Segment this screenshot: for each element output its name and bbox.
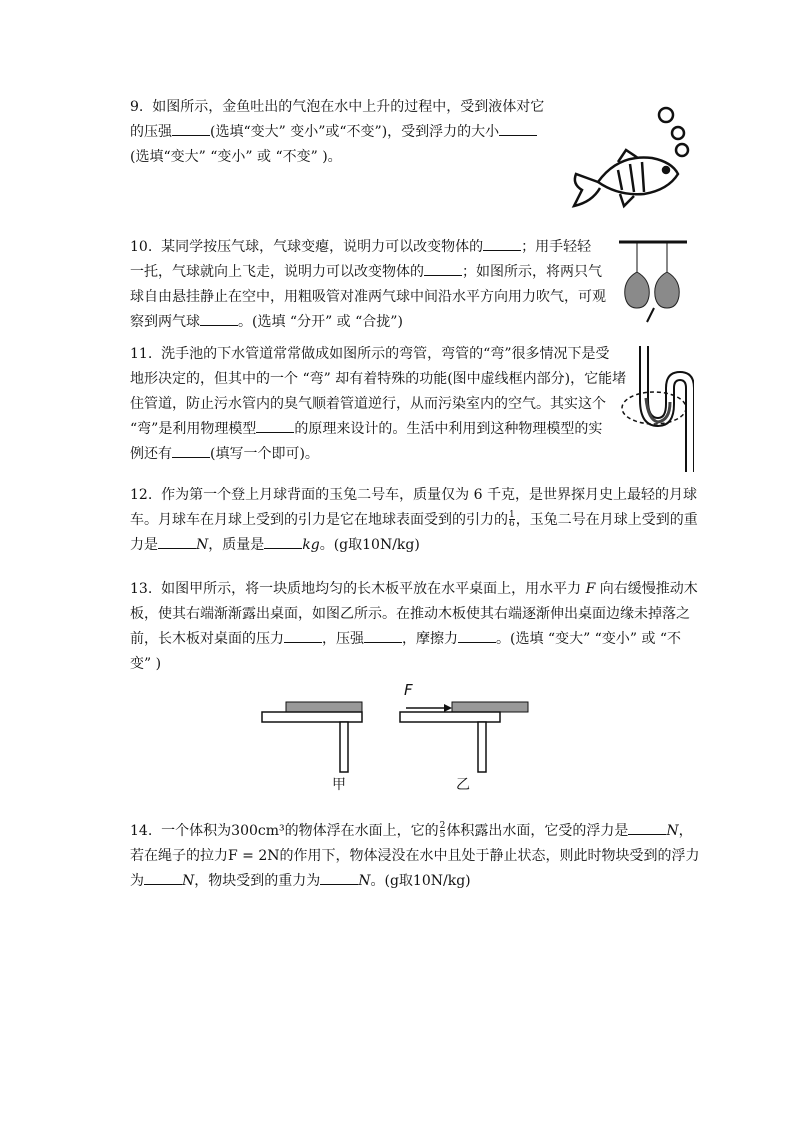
board-yi xyxy=(452,702,528,712)
balloon-right xyxy=(655,272,680,308)
table-top-jia xyxy=(262,712,362,722)
balloon-left xyxy=(625,272,650,308)
question-14: 14. 一个体积为300cm³的物体浮在水面上，它的 $\frac{2}{5}$体积露出水面，它受的浮力是 N， 若在绳子的拉力F = 2N的作用下，物体浸没在水中且处于静止状态，则此时物块受到的浮力 为 N，物块受到的重力为 N。(g取10N/kg) xyxy=(130,821,700,889)
straw xyxy=(647,308,654,322)
answer-blank[interactable] xyxy=(499,121,537,136)
table-leg-jia xyxy=(340,722,348,772)
answer-blank[interactable] xyxy=(172,443,210,458)
fish-icon xyxy=(574,150,678,206)
question-11: 11. 洗手池的下水管道常常做成如图所示的弯管，弯管的“弯”很多情况下是受 地形决定的，但其中的一个 “弯” 却有着特殊的功能(图中虚线框内部分)，它能堵 住管道，防止污水管内的臭气顺着管道逆行，从而污染室内的空气。其实这个 “弯”是利用物理模型 的原理来设计的。生活中利用到这种物理模型的实 例还有 (填写一个即可)。 xyxy=(130,346,627,462)
q9-line1: 9. 如图所示，金鱼吐出的气泡在水中上升的过程中，受到液体对它 xyxy=(130,99,545,115)
table-leg-yi xyxy=(478,722,486,772)
question-12: 12. 作为第一个登上月球背面的玉兔二号车，质量仅为 6 千克，是世界探月史上最轻的月球 车。月球车在月球上受到的引力是它在地球表面受到的引力的 $\frac{1}{6}$，玉兔二号在月球上受到的重 力是 N，质量是 kg。(g取10N/kg) xyxy=(130,487,698,553)
figure-label-yi: 乙 xyxy=(456,777,470,793)
bubble xyxy=(659,108,673,122)
board-jia xyxy=(286,702,362,712)
force-label: F xyxy=(404,681,413,699)
table-top-yi xyxy=(400,712,500,722)
answer-blank[interactable] xyxy=(284,628,322,643)
bubble xyxy=(672,127,684,139)
answer-blank[interactable] xyxy=(256,418,294,433)
answer-blank[interactable] xyxy=(320,870,358,885)
answer-blank[interactable] xyxy=(458,628,496,643)
answer-blank[interactable] xyxy=(364,628,402,643)
balloons-figure xyxy=(617,238,689,324)
fraction: $\frac{2}{5}$ xyxy=(439,821,446,840)
answer-blank[interactable] xyxy=(200,311,238,326)
answer-blank[interactable] xyxy=(172,121,210,136)
answer-blank[interactable] xyxy=(158,534,196,549)
bubble xyxy=(676,144,688,156)
answer-blank[interactable] xyxy=(424,261,462,276)
answer-blank[interactable] xyxy=(264,534,302,549)
question-13: 13. 如图甲所示，将一块质地均匀的长木板平放在水平桌面上，用水平力 F 向右缓慢推动木 板，使其右端渐渐露出桌面，如图乙所示。在推动木板使其右端逐渐伸出桌面边缘未掉落之 前，长木板对桌面的压力 ，压强 ，摩擦力 。(选填 “变大” “变小” 或 “不 变” ) xyxy=(130,581,698,672)
answer-blank[interactable] xyxy=(144,870,182,885)
question-9: 9. 如图所示，金鱼吐出的气泡在水中上升的过程中，受到液体对它 的压强 (选填“变大” 变小”或“不变”)，受到浮力的大小 (选填“变大” “变小” 或 “不变” )。 xyxy=(130,99,545,165)
fraction: $\frac{1}{6}$ xyxy=(509,510,515,529)
answer-blank[interactable] xyxy=(628,820,666,835)
question-10: 10. 某同学按压气球，气球变瘪，说明力可以改变物体的 ；用手轻轻 一托，气球就向上飞走，说明力可以改变物体的 ；如图所示，将两只气 球自由悬挂静止在空中，用粗吸管对准两气球中间沿水平方向用力吹气，可观 察到两气球 。(选填 “分开” 或 “合拢”) xyxy=(130,236,606,334)
board-table-figure xyxy=(258,680,548,795)
drain-pipe-figure xyxy=(618,346,694,474)
figure-label-jia: 甲 xyxy=(332,777,346,793)
answer-blank[interactable] xyxy=(483,236,521,251)
goldfish-figure xyxy=(568,102,708,214)
